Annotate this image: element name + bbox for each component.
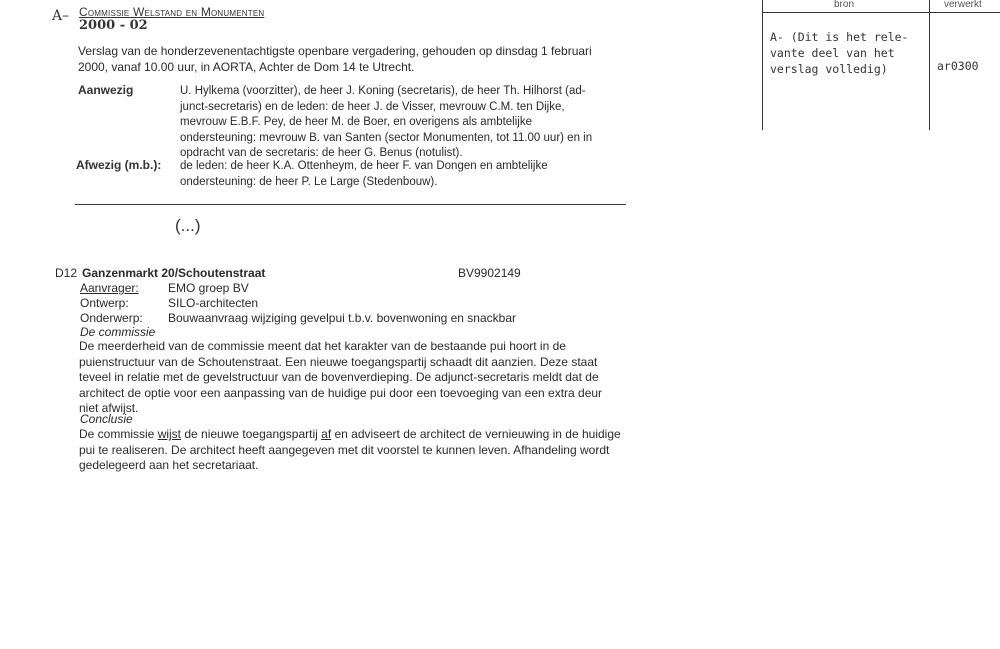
absent-list bbox=[180, 159, 620, 190]
absent-label: Afwezig (m.b.): bbox=[76, 158, 162, 172]
source-note bbox=[770, 29, 908, 77]
source-note-line: verslag volledig) bbox=[770, 62, 888, 76]
omission-mark: (...) bbox=[175, 216, 201, 235]
subject-label: Onderwerp: bbox=[80, 311, 143, 325]
item-title: Ganzenmarkt 20/Schoutenstraat bbox=[82, 266, 266, 280]
present-line: junct-secretaris) en de leden: de heer J. de Visser, mevrouw C.M. ten Dijke, bbox=[180, 100, 565, 113]
subject-value: Bouwaanvraag wijziging gevelpui t.b.v. bovenwoning en snackbar bbox=[168, 311, 516, 325]
intro-line: Verslag van de honderzevenentachtigste openbare vergadering, gehouden op dinsdag 1 februari bbox=[78, 44, 592, 58]
conclusion-text: De commissie bbox=[79, 427, 158, 441]
absent-line: de leden: de heer K.A. Ottenheym, de heer F. van Dongen en ambtelijke bbox=[180, 160, 548, 172]
column-header-processed: verwerkt bbox=[944, 0, 982, 10]
session-number: 2000 - 02 bbox=[79, 18, 148, 33]
design-value: SILO-architecten bbox=[168, 296, 259, 310]
decision-word-wijst: wijst bbox=[157, 427, 182, 441]
paragraph-line: niet afwijst. bbox=[79, 401, 139, 415]
section-divider bbox=[75, 204, 626, 205]
table-border-middle bbox=[929, 0, 930, 130]
item-code: D12 bbox=[55, 266, 78, 280]
conclusion-paragraph bbox=[79, 427, 627, 474]
applicant-value: EMO groep BV bbox=[168, 281, 249, 295]
table-header-rule bbox=[762, 12, 1000, 13]
commission-paragraph bbox=[79, 339, 627, 417]
decision-word-af: af bbox=[321, 427, 332, 441]
source-note-line: vante deel van het bbox=[770, 46, 895, 60]
column-header-source: bron bbox=[834, 0, 855, 10]
paragraph-line: architect de optie voor een aanpassing van de huidige pui door een toevoeging van een extra deur bbox=[79, 385, 603, 400]
source-note-line: A- (Dit is het rele- bbox=[770, 30, 909, 44]
conclusion-heading: Conclusie bbox=[80, 412, 133, 426]
present-list bbox=[180, 84, 620, 162]
meeting-intro bbox=[78, 43, 608, 75]
commission-heading: De commissie bbox=[80, 325, 156, 339]
present-label: Aanwezig bbox=[78, 83, 134, 97]
paragraph-line: teveel in relatie met de gevelstructuur van de bovenverdieping. De adjunct-secretaris meldt dat de bbox=[79, 370, 599, 384]
paragraph-line: pui te realiseren. De architect heeft aangegeven met dit voorstel te kunnen leven. Afhandeling wordt bbox=[79, 442, 610, 457]
conclusion-text: en adviseert de architect de vernieuwing in de huidige bbox=[331, 427, 621, 441]
present-line: ondersteuning: mevrouw B. van Santen (sector Monumenten, tot 11.00 uur) en in bbox=[180, 131, 593, 144]
present-line: opdracht van de secretaris: de heer G. Benus (notulist). bbox=[180, 147, 463, 159]
item-reference: BV9902149 bbox=[458, 266, 521, 280]
paragraph-line bbox=[79, 427, 627, 443]
commission-title: Commissie Welstand en Monumenten bbox=[79, 5, 265, 19]
present-line: mevrouw E.B.F. Pey, de heer M. de Boer, en overigens als ambtelijke bbox=[180, 116, 532, 128]
paragraph-line: De meerderheid van de commissie meent dat het karakter van de bestaande pui hoort in de bbox=[79, 339, 566, 353]
conclusion-text: de nieuwe toegangspartij bbox=[181, 427, 322, 441]
archive-code: ar0300 bbox=[937, 59, 979, 73]
applicant-label: Aanvrager: bbox=[80, 281, 139, 295]
present-line: U. Hylkema (voorzitter), de heer J. Koning (secretaris), de heer Th. Hilhorst (ad- bbox=[180, 85, 586, 97]
design-label: Ontwerp: bbox=[80, 296, 129, 310]
paragraph-line: puienstructuur van de Schoutenstraat. Een nieuwe toegangspartij schaadt dit aanzien. Deze staat bbox=[79, 354, 598, 369]
table-border-left bbox=[762, 0, 763, 130]
absent-line: ondersteuning: de heer P. Le Large (Stedenbouw). bbox=[180, 175, 438, 188]
intro-line: 2000, vanaf 10.00 uur, in AORTA, Achter de Dom 14 te Utrecht. bbox=[78, 60, 415, 74]
paragraph-line: gedelegeerd aan het secretariaat. bbox=[79, 458, 259, 472]
section-marker: A– bbox=[52, 8, 70, 24]
